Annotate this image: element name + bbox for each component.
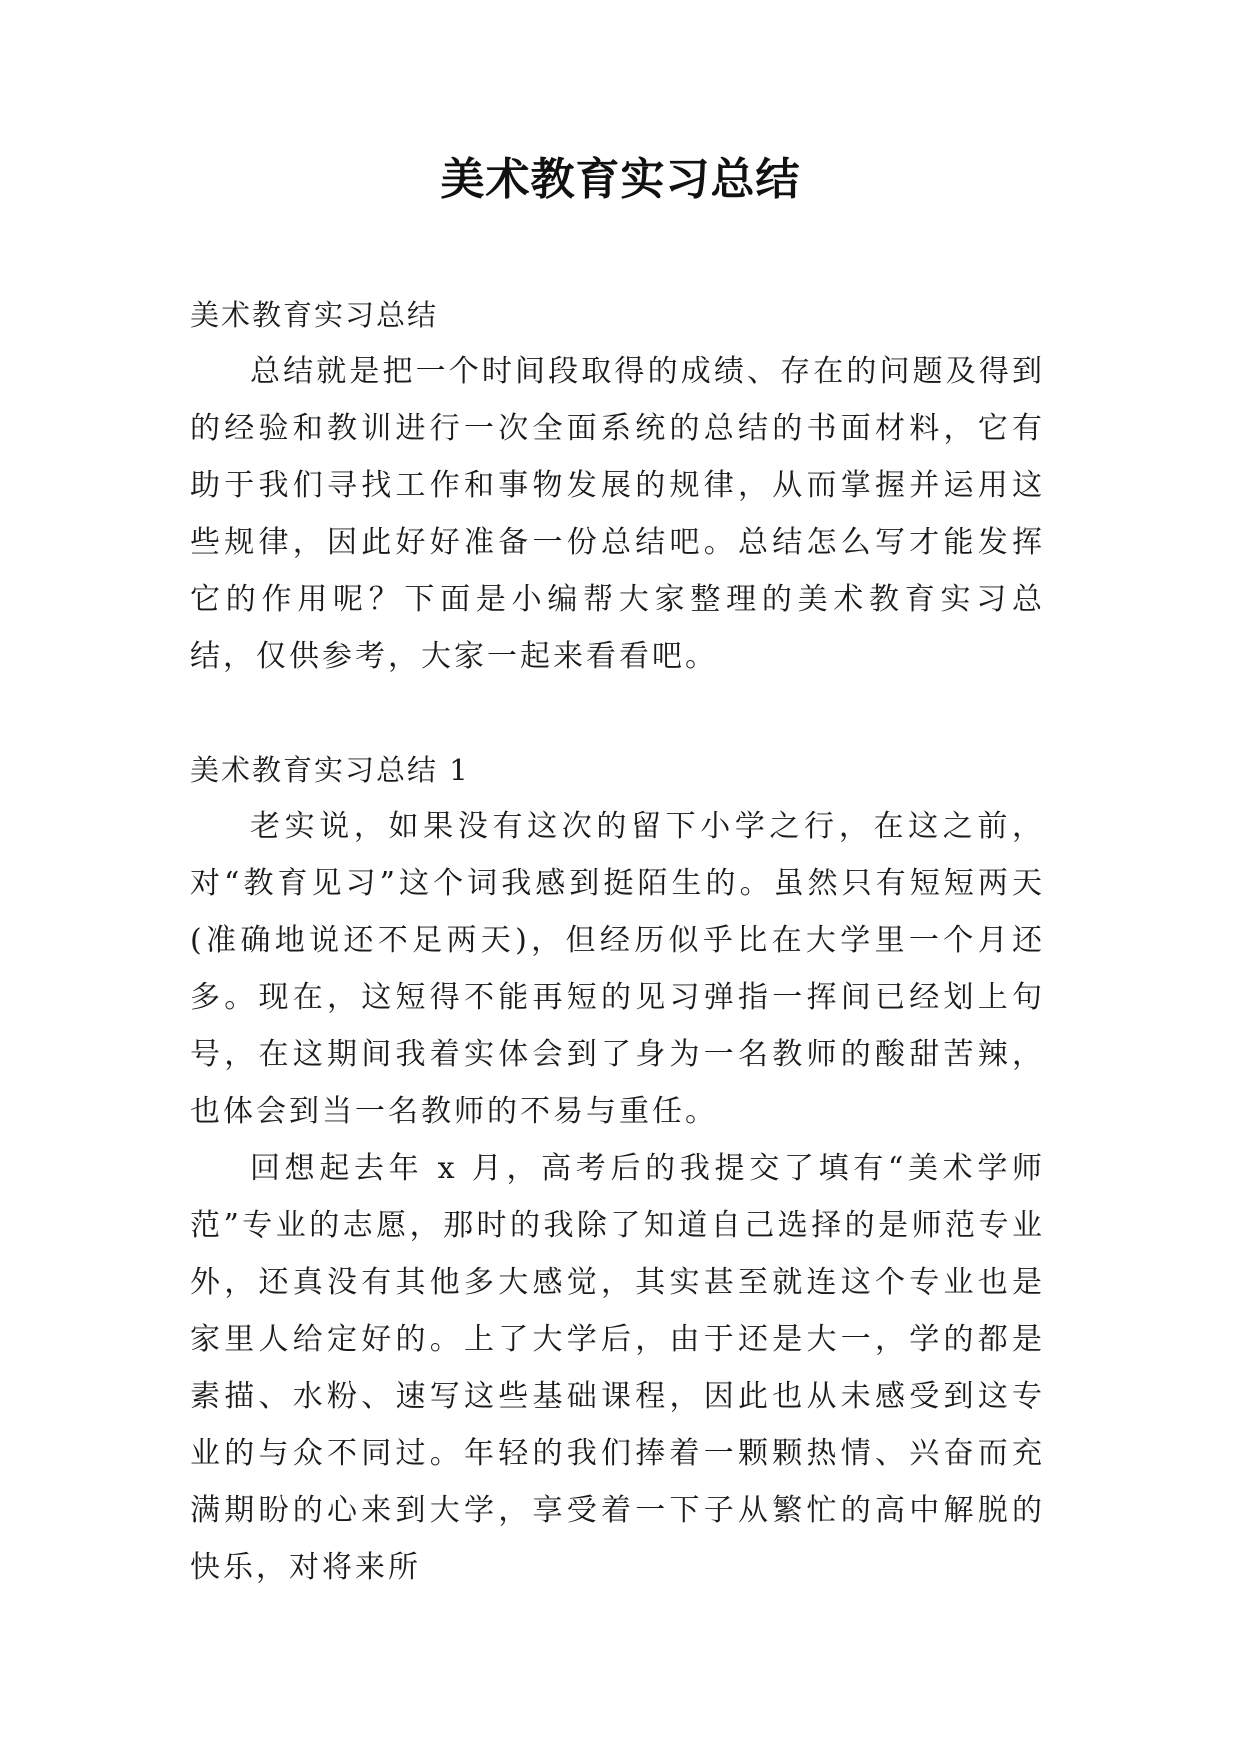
- section-1-paragraph-1: 老实说，如果没有这次的留下小学之行，在这之前，对“教育见习”这个词我感到挺陌生的。虽然只有短短两天(准确地说还不足两天)，但经历似乎比在大学里一个月还多。现在，这短得不能再短的见习弹指一挥间已经划上句号，在这期间我着实体会到了身为一名教师的酸甜苦辣，也体会到当一名教师的不易与重任。: [190, 809, 1045, 1129]
- document-body: [190, 287, 1045, 1596]
- intro-paragraph: 总结就是把一个时间段取得的成绩、存在的问题及得到的经验和教训进行一次全面系统的总结的书面材料，它有助于我们寻找工作和事物发展的规律，从而掌握并运用这些规律，因此好好准备一份总结吧。总结怎么写才能发挥它的作用呢？下面是小编帮大家整理的美术教育实习总结，仅供参考，大家一起来看看吧。: [190, 354, 1045, 674]
- section-1-heading: 美术教育实习总结 1: [190, 753, 470, 787]
- document-title: 美术教育实习总结: [440, 154, 801, 205]
- section-spacer: [190, 685, 1045, 742]
- section-1-paragraph-2: 回想起去年 x 月，高考后的我提交了填有“美术学师范”专业的志愿，那时的我除了知道自己选择的是师范专业外，还真没有其他多大感觉，其实甚至就连这个专业也是家里人给定好的。上了大学后，由于还是大一，学的都是素描、水粉、速写这些基础课程，因此也从未感受到这专业的与众不同过。年轻的我们捧着一颗颗热情、兴奋而充满期盼的心来到大学，享受着一下子从繁忙的高中解脱的快乐，对将来所: [190, 1151, 1045, 1585]
- intro-heading: 美术教育实习总结: [190, 298, 439, 332]
